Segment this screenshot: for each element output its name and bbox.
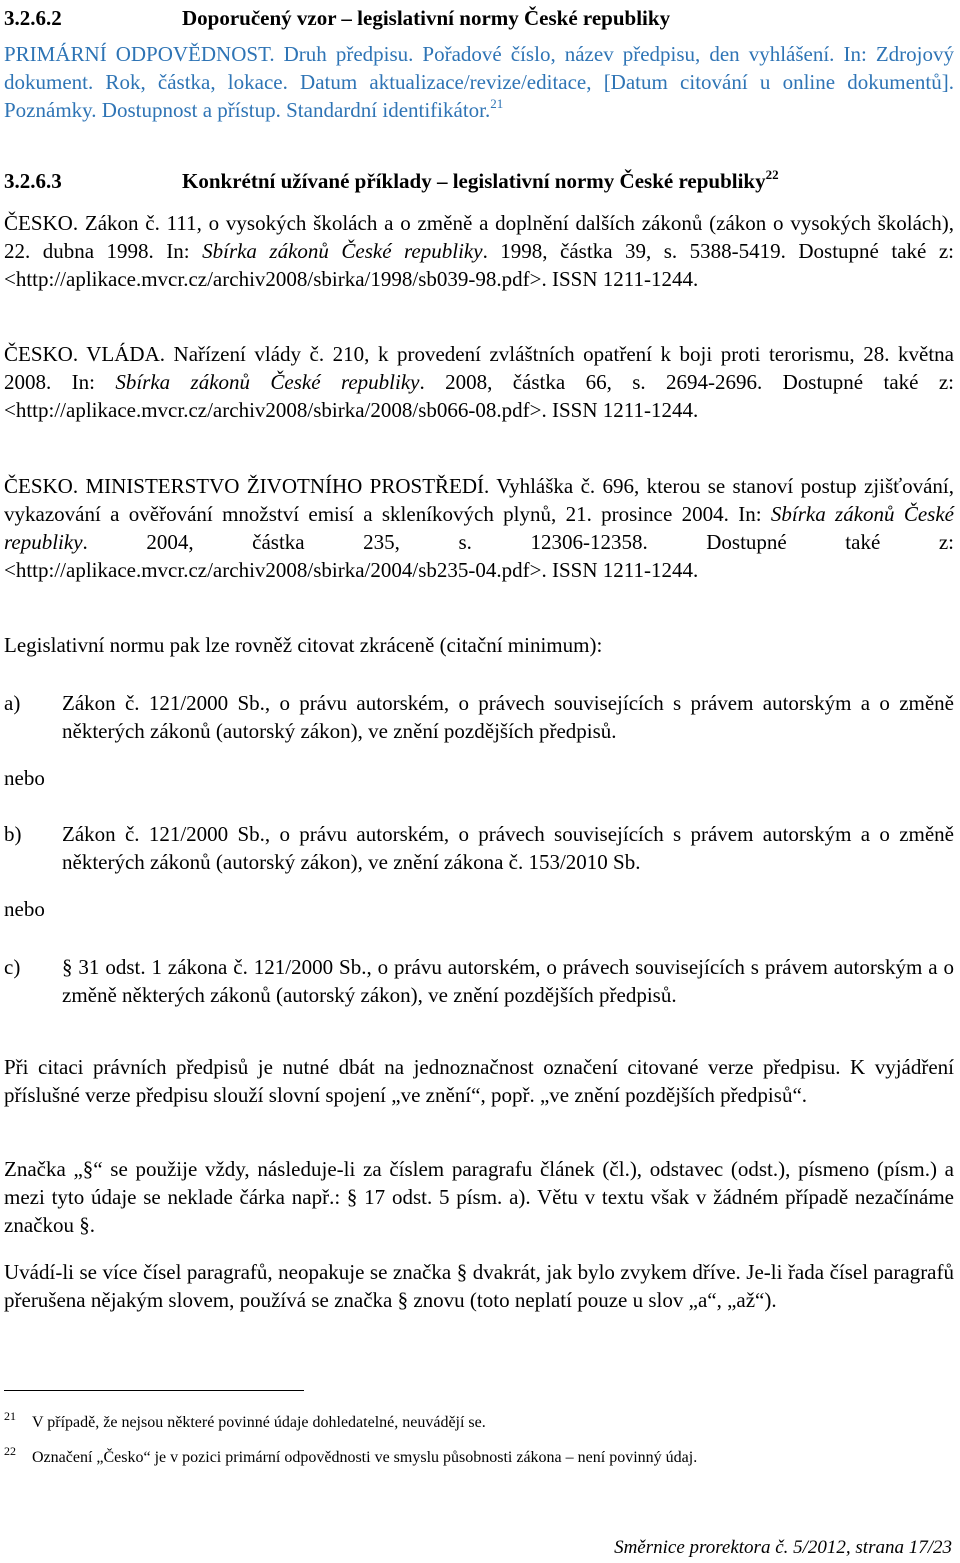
section-heading-3262 (4, 4, 670, 32)
example-citation-1 (4, 209, 954, 293)
page-footer: Směrnice prorektora č. 5/2012, strana 17/23 (614, 1537, 952, 1558)
example-source: Sbírka zákonů České republiky (4, 502, 954, 554)
section-title: Konkrétní užívané příklady – legislativní normy České republiky (182, 169, 766, 193)
section-heading-3263 (4, 167, 779, 195)
option-marker: a) (4, 691, 21, 715)
section-number: 3.2.6.3 (4, 169, 62, 193)
example-text: ČESKO. MINISTERSTVO ŽIVOTNÍHO PROSTŘEDÍ. Vyhláška č. 696, kterou se stanoví postup zjišťování, vykazování a ověřování množství emisí a skleníkových plynů, 21. prosince 2004. In: (4, 474, 954, 526)
citation-template (4, 40, 954, 124)
rule-paragraph-2: Značka „§“ se použije vždy, následuje-li za číslem paragrafu článek (čl.), odstavec (odst.), písmeno (písm.) a mezi tyto údaje se neklade čárka např.: § 17 odst. 5 písm. a). Větu v textu však v žádném případě nezačínáme značkou §. (4, 1157, 954, 1237)
rule-paragraph-3: Uvádí-li se více čísel paragrafů, neopakuje se značka § dvakrát, jak bylo zvykem dříve. Je-li řada čísel paragrafů přerušena nějakým slovem, používá se značka § znovu (toto neplatí pouze u slov „a“, „až“). (4, 1260, 954, 1312)
footnote-ref-21[interactable]: 21 (490, 96, 504, 111)
option-text: Zákon č. 121/2000 Sb., o právu autorském, o právech souvisejících s právem autorským a o změně některých zákonů (autorský zákon), ve znění zákona č. 153/2010 Sb. (62, 822, 954, 874)
separator-nebo: nebo (4, 766, 45, 790)
citation-minimum-intro: Legislativní normu pak lze rovněž citovat zkráceně (citační minimum): (4, 633, 603, 657)
option-marker: c) (4, 955, 21, 979)
example-text: . 1998, částka 39, s. 5388-5419. Dostupné také z: <http://aplikace.mvcr.cz/archiv2008/sbirka/1998/sb039-98.pdf>. ISSN 1211-1244. (4, 239, 954, 291)
section-title: Doporučený vzor – legislativní normy České republiky (182, 6, 671, 30)
example-text: . 2004, částka 235, s. 12306-12358. Dostupné také z: <http://aplikace.mvcr.cz/archiv2008/sbirka/2004/sb235-04.pdf>. ISSN 1211-1244. (4, 530, 954, 582)
footnote-number: 21 (4, 1409, 16, 1423)
option-b (4, 820, 954, 876)
footnote-text: Označení „Česko“ je v pozici primární odpovědnosti ve smyslu působnosti zákona – není povinný údaj. (32, 1449, 698, 1466)
example-citation-2 (4, 340, 954, 424)
footnote-number: 22 (4, 1444, 16, 1458)
option-text: § 31 odst. 1 zákona č. 121/2000 Sb., o právu autorském, o právech souvisejících s právem autorským a o změně některých zákonů (autorský zákon), ve znění pozdějších předpisů. (62, 955, 954, 1007)
footnote-22 (4, 1444, 698, 1468)
section-number: 3.2.6.2 (4, 6, 62, 30)
footnote-text: V případě, že nejsou některé povinné údaje dohledatelné, neuvádějí se. (32, 1414, 486, 1431)
option-a (4, 689, 954, 745)
rule-paragraph-1: Při citaci právních předpisů je nutné dbát na jednoznačnost označení citované verze předpisu. K vyjádření příslušné verze předpisu slouží slovní spojení „ve znění“, popř. „ve znění pozdějších předpisů“. (4, 1055, 954, 1107)
option-text: Zákon č. 121/2000 Sb., o právu autorském, o právech souvisejících s právem autorským a o změně některých zákonů (autorský zákon), ve znění pozdějších předpisů. (62, 691, 954, 743)
option-marker: b) (4, 822, 22, 846)
example-text: ČESKO. Zákon č. 111, o vysokých školách a o změně a doplnění dalších zákonů (zákon o vysokých školách), 22. dubna 1998. In: (4, 211, 954, 263)
footnote-divider (4, 1390, 304, 1391)
example-source: Sbírka zákonů České republiky (115, 370, 420, 394)
footnote-ref-22[interactable]: 22 (765, 167, 779, 182)
footnote-21 (4, 1409, 486, 1433)
example-text: . 2008, částka 66, s. 2694-2696. Dostupné také z: <http://aplikace.mvcr.cz/archiv2008/sbirka/2008/sb066-08.pdf>. ISSN 1211-1244. (4, 370, 954, 422)
option-c (4, 953, 954, 1009)
separator-nebo: nebo (4, 897, 45, 921)
example-citation-3 (4, 472, 954, 584)
template-text: PRIMÁRNÍ ODPOVĚDNOST. Druh předpisu. Pořadové číslo, název předpisu, den vyhlášení. In: Zdrojový dokument. Rok, částka, lokace. Datum aktualizace/revize/editace, [Datum citování u online dokumentů]. Poznámky. Dostupnost a přístup. Standardní identifikátor. (4, 42, 954, 122)
example-text: ČESKO. VLÁDA. Nařízení vlády č. 210, k provedení zvláštních opatření k boji proti terorismu, 28. května 2008. In: (4, 342, 954, 394)
example-source: Sbírka zákonů České republiky (202, 239, 483, 263)
